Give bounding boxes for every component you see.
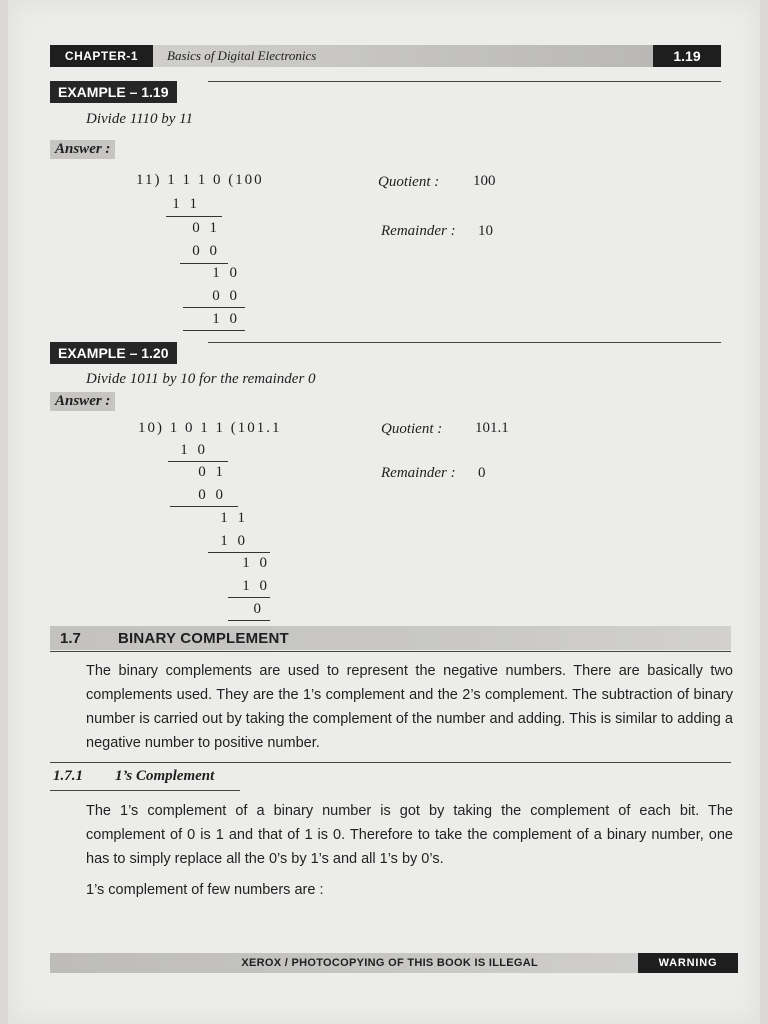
division-step: 0 0 <box>198 487 226 503</box>
division-step: 0 <box>253 601 264 617</box>
section-number: 1.7 <box>60 630 81 647</box>
division-step: 1 0 <box>212 265 240 281</box>
subsection-number: 1.7.1 <box>53 768 83 784</box>
example-1-20-remainder-value: 0 <box>478 465 486 481</box>
example-1-20-quotient-value: 101.1 <box>475 420 509 436</box>
book-page <box>8 0 760 1024</box>
subsection-lead-in: 1’s complement of few numbers are : <box>86 882 324 898</box>
example-1-20-division: 10) 1 0 1 1 (101.1 <box>138 420 282 436</box>
example-1-20-remainder-label: Remainder : <box>381 465 456 481</box>
section-paragraph: The binary complements are used to represent the negative numbers. There are basically two complements used. They are the 1’s complement and the 2’s complement. The subtraction of binary number is carried out by taking the complement of the number and adding. This is similar to adding a negative number to positive number. <box>86 663 733 751</box>
example-1-19-quotient-label: Quotient : <box>378 174 440 190</box>
subsection-paragraph: The 1’s complement of a binary number is got by taking the complement of each bit. The complement of 0 is 1 and that of 1 is 0. Therefore to take the complement of a binary number, one has to simply replace all the 0’s by 1’s and all 1’s by 0’s. <box>86 803 733 867</box>
chapter-title: Basics of Digital Electronics <box>153 45 653 67</box>
division-step: 1 0 <box>180 442 208 458</box>
example-1-19-quotient-value: 100 <box>473 173 496 189</box>
example-1-20-rule <box>208 342 721 343</box>
division-step: 0 0 <box>192 243 220 259</box>
division-step: 0 1 <box>192 220 220 236</box>
example-1-20-quotient-label: Quotient : <box>381 421 443 437</box>
example-1-19-rule <box>208 81 721 82</box>
example-1-19-remainder-label: Remainder : <box>381 223 456 239</box>
division-step: 0 0 <box>212 288 240 304</box>
example-1-19-label: EXAMPLE – 1.19 <box>50 81 177 103</box>
example-1-20-label: EXAMPLE – 1.20 <box>50 342 177 364</box>
example-1-19-remainder-value: 10 <box>478 223 493 239</box>
division-step: 1 0 <box>242 578 270 594</box>
page-number: 1.19 <box>653 45 721 67</box>
subsection-title: 1’s Complement <box>115 768 215 784</box>
division-step: 1 0 <box>242 555 270 571</box>
footer-notice: XEROX / PHOTOCOPYING OF THIS BOOK IS ILLEGAL <box>50 953 638 973</box>
example-1-19-problem: Divide 1110 by 11 <box>86 111 194 127</box>
section-title: BINARY COMPLEMENT <box>118 630 289 647</box>
division-step: 1 0 <box>220 533 248 549</box>
division-step: 1 1 <box>220 510 248 526</box>
division-step: 1 1 <box>172 196 200 212</box>
example-1-20-problem: Divide 1011 by 10 for the remainder 0 <box>86 371 316 387</box>
chapter-label: CHAPTER-1 <box>50 45 153 67</box>
division-step: 1 0 <box>212 311 240 327</box>
division-step: 0 1 <box>198 464 226 480</box>
footer-warning-badge: WARNING <box>638 953 738 973</box>
example-1-19-answer-label: Answer : <box>50 140 115 159</box>
example-1-20-answer-label: Answer : <box>50 392 115 411</box>
example-1-19-division: 11) 1 1 1 0 (100 <box>136 172 264 188</box>
